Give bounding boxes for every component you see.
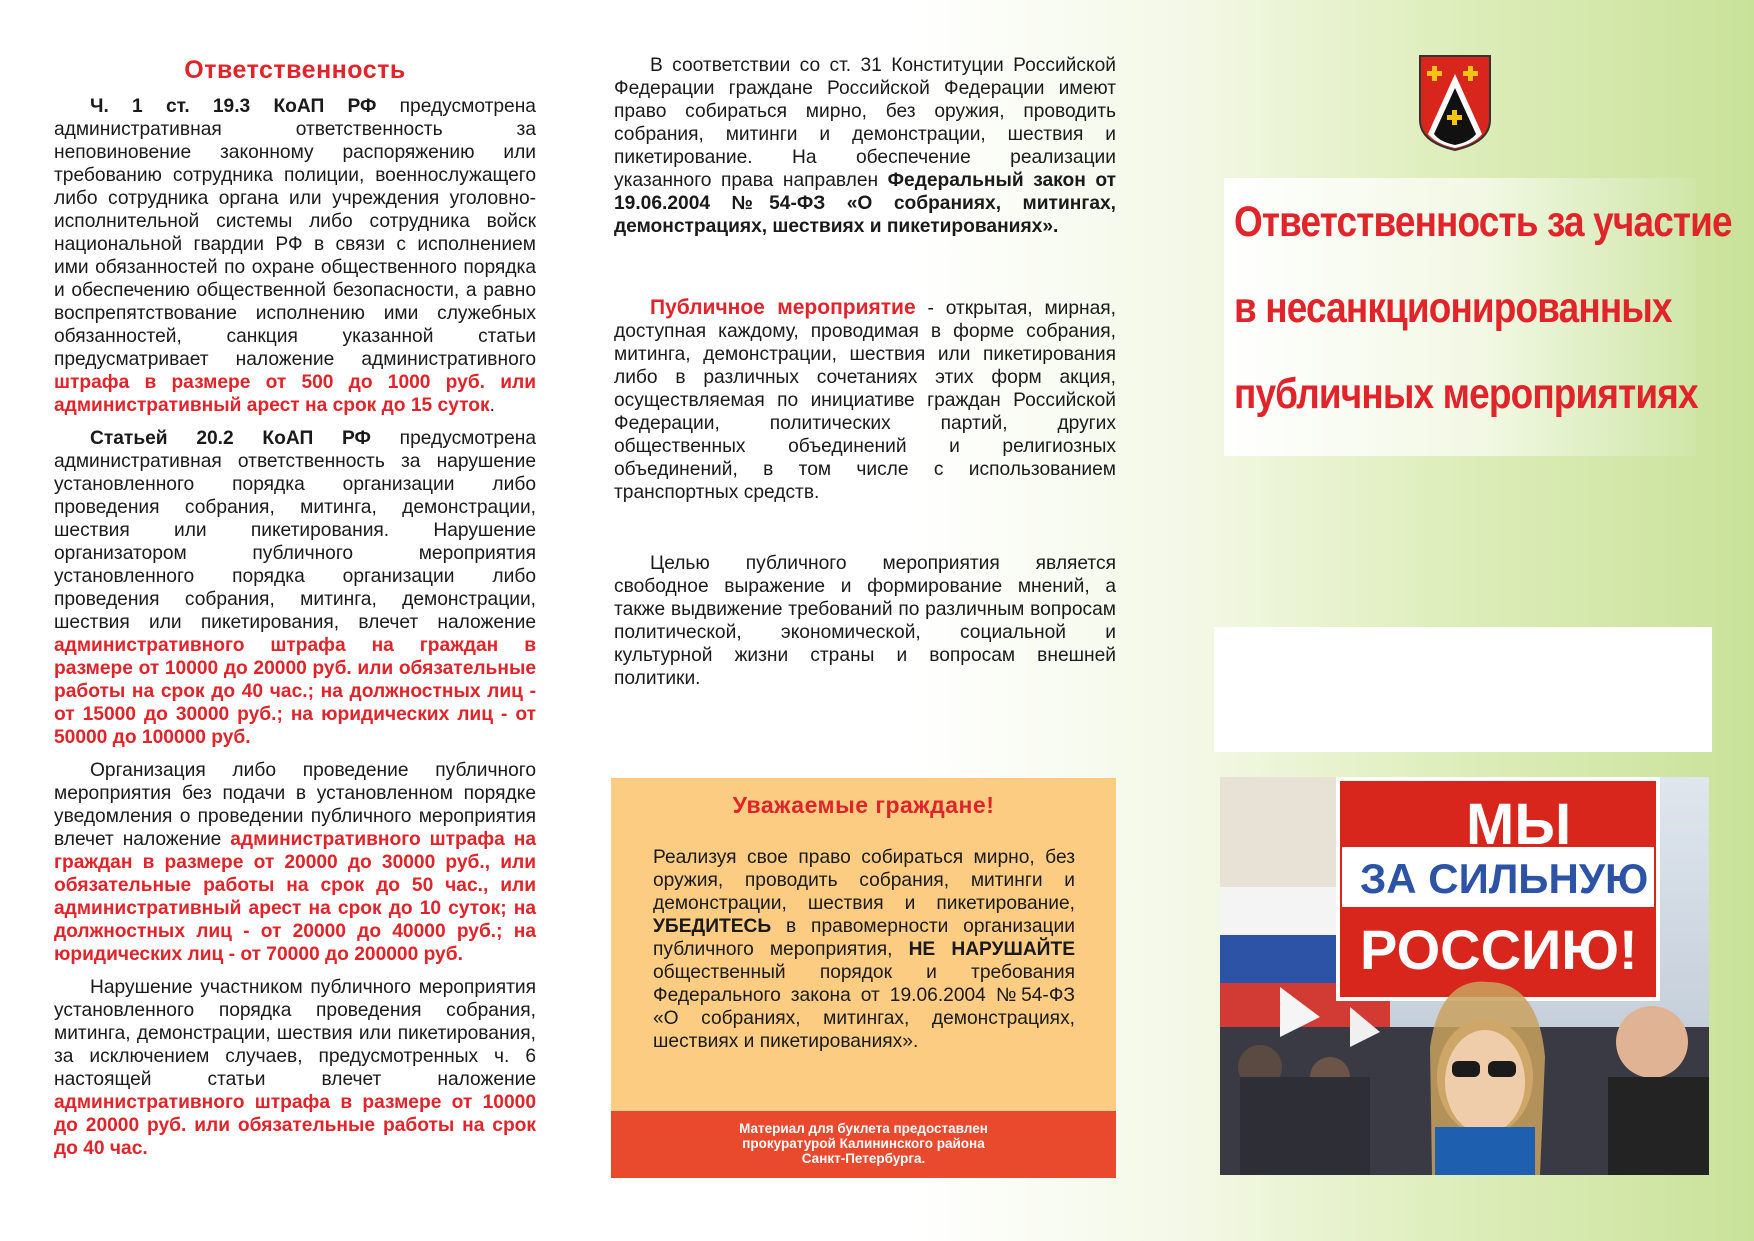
notice-do-not-violate: НЕ НАРУШАЙТЕ <box>908 939 1075 960</box>
constitution-text: В соответствии со ст. 31 Конституции Российской Федерации граждане Российской Федерации имеют право собираться мирно, без оружия, проводить собрания, митинги и демонстрации, шествия и пикетирование. На обеспечение реализации указанного права направлен <box>614 55 1116 191</box>
brochure-title-box <box>1224 178 1732 456</box>
notice-body <box>653 846 1075 1053</box>
prosecutor-credit <box>611 1111 1116 1178</box>
notice-text-3: общественный порядок и требования Федерального закона от 19.06.2004 №54-ФЗ «О собраниях, митингах, демонстрациях, шествиях и пикетированиях». <box>653 962 1075 1052</box>
no-notice-paragraph <box>54 759 536 966</box>
credit-line-3: Санкт-Петербурга. <box>801 1151 926 1166</box>
blank-panel <box>1214 627 1712 752</box>
article-19-3-penalty: штрафа в размере от 500 до 1000 руб. или административный арест на срок до 15 суток <box>54 372 536 416</box>
poster-line-1: МЫ <box>1466 792 1572 857</box>
district-coat-of-arms-icon <box>1418 54 1492 152</box>
federal-law-reference: Федеральный закон от 19.06.2004 №54-ФЗ «О собраниях, митингах, демонстрациях, шествиях и пикетированиях». <box>614 170 1116 237</box>
article-19-3-text: предусмотрена административная ответственность за неповиновение законному распоряжению или требованию сотрудника полиции, военнослужащего либо сотрудника органа или учреждения уголовно-исполнительной системы либо сотрудника войск национальной гвардии РФ в связи с исполнением ими обязанностей по охране общественного порядка и обеспечению общественной безопасности, а равно воспрепятствование исполнению ими служебных обязанностей, санкция указанной статьи предусматривает наложение административного <box>54 96 536 370</box>
notice-ensure: УБЕДИТЕСЬ <box>653 916 772 937</box>
article-20-2-paragraph <box>54 427 536 749</box>
middle-column <box>614 54 1116 700</box>
article-19-3-paragraph <box>54 95 536 417</box>
notice-text-1: Реализуя свое право собираться мирно, без оружия, проводить собрания, митинги и демонстрации, шествия и пикетирование, <box>653 847 1075 914</box>
public-event-text: - открытая, мирная, доступная каждому, проводимая в форме собрания, митинга, демонстрации, шествия или пикетирования либо в различных сочетаниях этих форм акция, осуществляемая по инициативе граждан Российской Федерации, политических партий, других общественных объединений и религиозных объединений, в том числе с использованием транспортных средств. <box>614 298 1117 503</box>
article-20-2-text: предусмотрена административная ответственность за нарушение установленного порядка организации либо проведения собрания, митинга, демонстрации, шествия или пикетирования. Нарушение организатором публичного мероприятия установленного порядка организации либо проведения собрания, митинга, демонстрации, шествия или пикетирования, влечет наложение <box>54 428 537 633</box>
constitution-paragraph <box>614 54 1116 238</box>
credit-line-1: Материал для буклета предоставлен <box>739 1121 988 1136</box>
participant-penalty: административного штрафа в размере от 10000 до 20000 руб. или обязательные работы на срок до 40 час. <box>54 1092 536 1159</box>
title-line-3: публичных мероприятиях <box>1234 370 1698 418</box>
citizens-notice-box <box>611 778 1116 1178</box>
purpose-paragraph: Целью публичного мероприятия является свободное выражение и формирование мнений, а также выдвижение требований по различным вопросам политической, экономической, социальной и культурной жизни страны и вопросам внешней политики. <box>614 553 1116 689</box>
responsibility-heading: Ответственность <box>184 56 406 84</box>
left-column <box>54 56 536 1170</box>
title-line-2: в несанкционированных <box>1234 284 1672 332</box>
poster-line-3: РОССИЮ! <box>1360 918 1638 981</box>
article-19-3-end: . <box>489 395 495 416</box>
participant-paragraph <box>54 976 536 1160</box>
notice-title: Уважаемые граждане! <box>732 792 995 818</box>
article-20-2-lead: Статьей 20.2 КоАП РФ <box>90 428 371 449</box>
participant-text: Нарушение участником публичного мероприятия установленного порядка проведения собрания, митинга, демонстрации, шествия или пикетирования, за исключением случаев, предусмотренных ч. 6 настоящей статьи влечет наложение <box>54 977 536 1090</box>
article-19-3-lead: Ч. 1 ст. 19.3 КоАП РФ <box>90 96 377 117</box>
poster-line-2: ЗА СИЛЬНУЮ <box>1360 855 1649 902</box>
public-event-term: Публичное мероприятие <box>650 296 916 319</box>
article-20-2-penalty: административного штрафа на граждан в размере от 10000 до 20000 руб. или обязательные работы на срок до 40 час.; на должностных лиц - от 15000 до 30000 руб.; на юридических лиц - от 50000 до 100000 руб. <box>54 635 536 748</box>
title-line-1: Ответственность за участие <box>1234 198 1732 246</box>
no-notice-penalty: административного штрафа на граждан в размере от 20000 до 30000 руб., или обязательные работы на срок до 50 час., или административный арест на срок до 10 суток; на должностных лиц - от 20000 до 40000 руб.; на юридических лиц - от 70000 до 200000 руб. <box>54 829 537 965</box>
public-event-definition <box>614 296 1116 504</box>
credit-line-2: прокуратурой Калининского района <box>742 1136 985 1151</box>
no-notice-text: Организация либо проведение публичного мероприятия без подачи в установленном порядке уведомления о проведении публичного мероприятия влечет наложение <box>54 760 536 850</box>
notice-text-2: в правомерности организации публичного мероприятия, <box>653 916 1075 960</box>
rally-photo <box>1220 777 1709 1175</box>
